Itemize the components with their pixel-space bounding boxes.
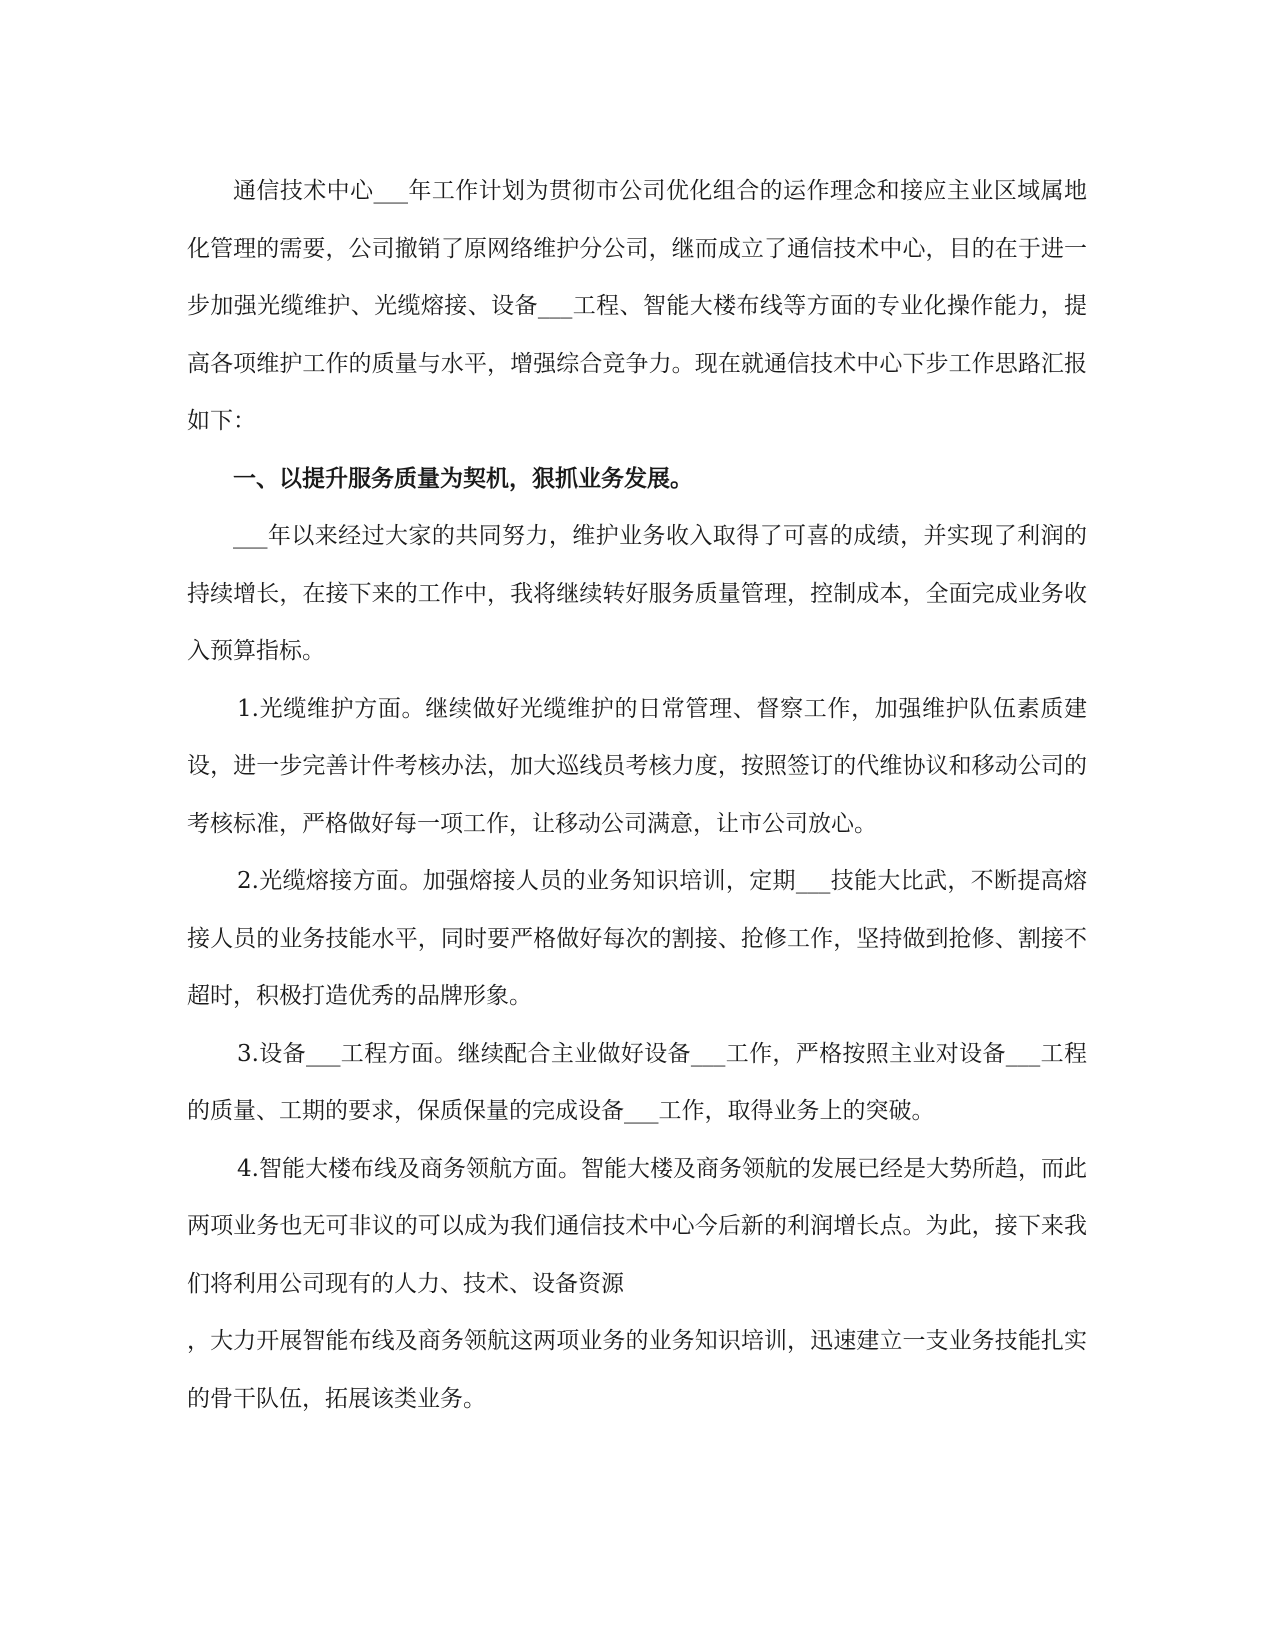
continuation-paragraph: ，大力开展智能布线及商务领航这两项业务的业务知识培训，迅速建立一支业务技能扎实的骨干队伍，拓展该类业务。 — [187, 1328, 1087, 1412]
summary-paragraph: ___年以来经过大家的共同努力，维护业务收入取得了可喜的成绩，并实现了利润的持续增长，在接下来的工作中，我将继续转好服务质量管理，控制成本，全面完成业务收入预算指标。 — [187, 523, 1087, 664]
section-heading: 一、以提升服务质量为契机，狠抓业务发展。 — [233, 465, 693, 492]
item-equipment-engineering: 3.设备___工程方面。继续配合主业做好设备___工作，严格按照主业对设备___工程的质量、工期的要求，保质保量的完成设备___工作，取得业务上的突破。 — [187, 1040, 1087, 1124]
intro-paragraph: 通信技术中心___年工作计划为贯彻市公司优化组合的运作理念和接应主业区域属地化管理的需要，公司撤销了原网络维护分公司，继而成立了通信技术中心，目的在于进一步加强光缆维护、光缆熔接、设备___工程、智能大楼布线等方面的专业化操作能力，提高各项维护工作的质量与水平，增强综合竞争力。现在就通信技术中心下步工作思路汇报如下： — [187, 178, 1087, 434]
document-body — [187, 163, 1087, 1428]
item-cable-splicing: 2.光缆熔接方面。加强熔接人员的业务知识培训，定期___技能大比武，不断提高熔接人员的业务技能水平，同时要严格做好每次的割接、抢修工作，坚持做到抢修、割接不超时，积极打造优秀的品牌形象。 — [187, 868, 1087, 1009]
item-smart-building: 4.智能大楼布线及商务领航方面。智能大楼及商务领航的发展已经是大势所趋，而此两项业务也无可非议的可以成为我们通信技术中心今后新的利润增长点。为此，接下来我们将利用公司现有的人力、技术、设备资源 — [187, 1155, 1087, 1297]
item-cable-maintenance: 1.光缆维护方面。继续做好光缆维护的日常管理、督察工作，加强维护队伍素质建设，进一步完善计件考核办法，加大巡线员考核力度，按照签订的代维协议和移动公司的考核标准，严格做好每一项工作，让移动公司满意，让市公司放心。 — [187, 695, 1087, 837]
